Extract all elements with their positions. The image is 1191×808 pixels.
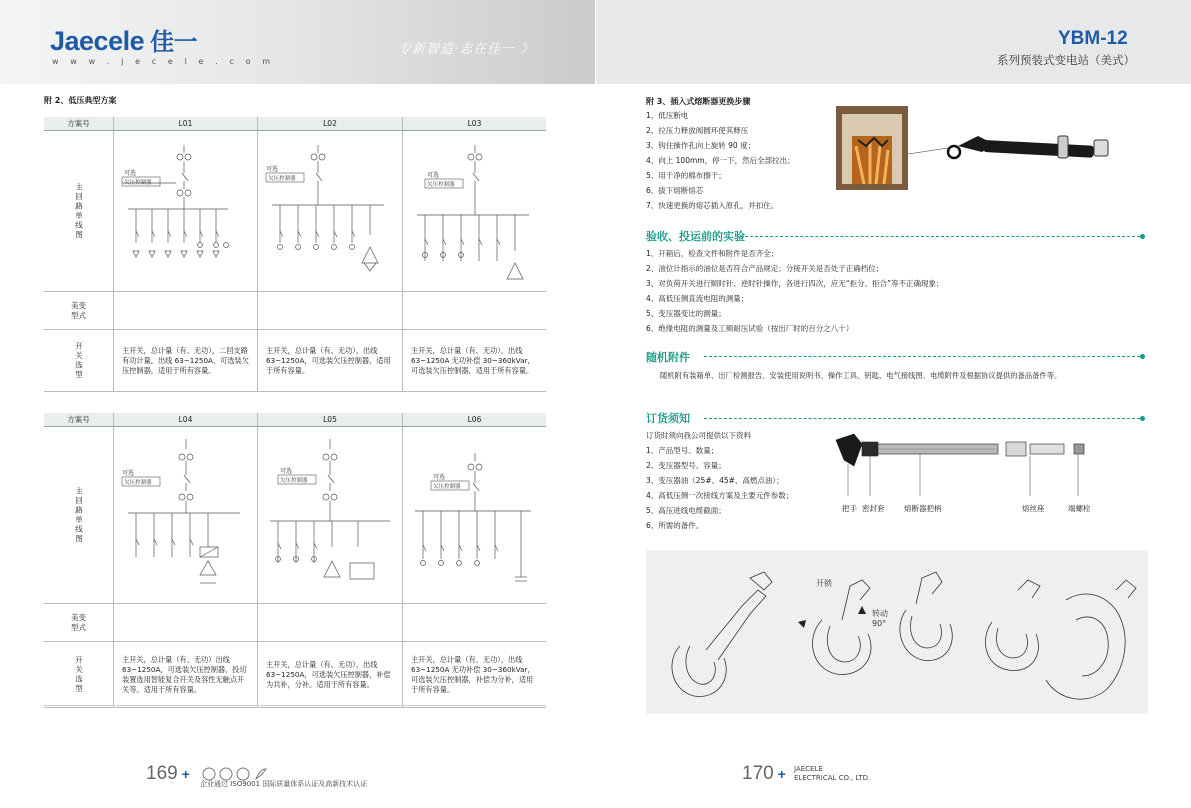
part-label-seal: 密封套 bbox=[862, 504, 885, 513]
fuse-step: 3、钩住操作孔向上旋转 90 度； bbox=[646, 141, 756, 150]
fuse-step: 1、低压断电 bbox=[646, 111, 689, 120]
diagram-l06 bbox=[403, 427, 547, 604]
table1-col-l02: L02 bbox=[258, 117, 403, 131]
order-intro: 订货时须向我公司提供以下资料 bbox=[646, 431, 751, 440]
certification-text: 企业通过 ISO9001 国际质量体系认证及高新技术认证 bbox=[200, 780, 368, 788]
fuse-step: 4、向上 100mm，停一下，然后全部拉出； bbox=[646, 156, 795, 165]
l03-option-box: 欠压控制器 bbox=[427, 182, 455, 188]
company-logo: Jaecele 佳一 bbox=[50, 26, 198, 56]
l04-description: 主开关，总计量（有、无功）出线 63~1250A，可选装欠压控制器，投切装置选用智能复合开关及容性无触点开关等。适用于所有容量。 bbox=[114, 642, 258, 708]
accessory-text: 随机附有装箱单、出厂检测报告、安装使用说明书、操作工具、钥匙、电气接线图、电缆附件及根据协议提供的备品备件等。 bbox=[660, 371, 1062, 380]
fuse-step: 7、快速更换的熔芯插入原孔，并扣住。 bbox=[646, 201, 779, 210]
accessory-title: 随机附件 bbox=[646, 351, 690, 364]
order-item: 1、产品型号、数量； bbox=[646, 446, 719, 455]
acceptance-title: 验收、投运前的实验 bbox=[646, 230, 745, 243]
left-footer-rule bbox=[44, 705, 546, 706]
slogan: 专新智造·志在佳一 》 bbox=[398, 42, 535, 57]
acceptance-item: 5、变压器变比的测量； bbox=[646, 309, 726, 318]
part-label-fuse-base: 熔丝座 bbox=[1022, 504, 1045, 513]
table2-header-label: 方案号 bbox=[44, 413, 114, 427]
l04-option-label: 可选 bbox=[122, 470, 135, 477]
l06-option-label: 可选 bbox=[433, 474, 446, 481]
l04-option-box: 欠压控制器 bbox=[124, 480, 152, 486]
table2-main-circuit-label: 主回路单线图 bbox=[74, 486, 84, 544]
table1-header-label: 方案号 bbox=[44, 117, 114, 131]
fuse-holder-illustration bbox=[908, 130, 1118, 174]
fuse-step: 6、拔下熔断熔芯 bbox=[646, 186, 704, 195]
part-label-end-bolt: 端螺栓 bbox=[1068, 504, 1091, 513]
operation-diagram bbox=[646, 550, 1148, 714]
acceptance-item: 1、开箱后，检查文件和附件是否齐全； bbox=[646, 249, 779, 258]
scheme-table-2 bbox=[44, 413, 546, 708]
company-name-footer: JAECELE ELECTRICAL CO., LTD. bbox=[794, 765, 871, 782]
acceptance-item: 6、绝缘电阻的测量及工频耐压试验（按出厂时的百分之八十） bbox=[646, 324, 854, 333]
rotate-label: 转动 bbox=[872, 609, 888, 618]
order-divider bbox=[704, 418, 1140, 419]
order-divider-dot bbox=[1140, 416, 1145, 421]
fuse-step: 2、拉压力释放阀圆环使其释压 bbox=[646, 126, 749, 135]
order-item: 2、变压器型号、容量； bbox=[646, 461, 726, 470]
order-list bbox=[646, 428, 793, 533]
acceptance-item: 3、对负荷开关进行顺时针、逆时针操作，各进行四次，应无“拒分、拒合”等不正确现象； bbox=[646, 279, 944, 288]
l06-description: 主开关，总计量（有、无功），出线 63~1250A 无功补偿 30~360kVar，可选装欠压控制器，补偿为分补，适用于所有容量。 bbox=[403, 642, 547, 708]
scheme-table-1 bbox=[44, 117, 546, 392]
order-item: 6、所需的备件。 bbox=[646, 521, 704, 530]
l05-option-label: 可选 bbox=[280, 468, 293, 475]
l03-option-label: 可选 bbox=[427, 172, 440, 179]
l05-description: 主开关，总计量（有、无功），出线 63~1250A，可选装欠压控制器，补偿为共补，分补。适用于所有容量。 bbox=[258, 642, 403, 708]
part-label-fuse-handle: 熔断器把柄 bbox=[904, 504, 942, 513]
diagram-l05 bbox=[258, 427, 403, 604]
l02-option-box: 欠压控制器 bbox=[268, 176, 296, 182]
fuse-replacement-title: 附 3、插入式熔断器更换步骤 bbox=[646, 97, 751, 106]
unlock-label: 开锁 bbox=[816, 579, 832, 588]
acceptance-divider bbox=[740, 236, 1140, 237]
order-item: 5、高压进线电缆截面； bbox=[646, 506, 726, 515]
table1-switch-label: 开关选型 bbox=[74, 341, 84, 380]
l02-description: 主开关，总计量（有、无功），出线 63~1250A，可选装欠压控制器，适用于所有容量。 bbox=[258, 330, 403, 392]
fuse-photo bbox=[836, 106, 908, 190]
table2-col-l06: L06 bbox=[403, 413, 547, 427]
order-item: 4、高低压侧一次接线方案及主要元件参数； bbox=[646, 491, 794, 500]
table2-switch-label: 开关选型 bbox=[74, 655, 84, 694]
table2-col-l04: L04 bbox=[114, 413, 258, 427]
l01-option-box: 欠压控制器 bbox=[124, 180, 152, 186]
model-title: YBM-12 bbox=[1058, 28, 1128, 49]
order-title: 订货须知 bbox=[646, 412, 690, 425]
diagram-l02 bbox=[258, 131, 403, 292]
accessory-divider-dot bbox=[1140, 354, 1145, 359]
l05-option-box: 欠压控制器 bbox=[280, 478, 308, 484]
diagram-l03 bbox=[403, 131, 547, 292]
page-number-right: 170 + bbox=[742, 763, 786, 784]
model-subtitle: 系列预装式变电站（美式） bbox=[997, 53, 1135, 67]
table1-col-l01: L01 bbox=[114, 117, 258, 131]
fuse-steps-list bbox=[646, 108, 795, 213]
fuse-step: 5、用干净的棉布擦干； bbox=[646, 171, 726, 180]
l02-option-label: 可选 bbox=[266, 166, 279, 173]
l03-description: 主开关，总计量（有、无功），出线 63~1250A 无功补偿 30~360kVar，可选装欠压控制器，适用于所有容量。 bbox=[403, 330, 547, 392]
acceptance-divider-dot bbox=[1140, 234, 1145, 239]
fuse-parts-illustration bbox=[830, 430, 1090, 504]
logo-url: w w w . j e c e l e . c o m bbox=[52, 57, 275, 66]
part-label-handle: 把手 bbox=[842, 504, 857, 513]
page-number-left: 169 + bbox=[146, 763, 190, 784]
table2-col-l05: L05 bbox=[258, 413, 403, 427]
acceptance-item: 4、高低压侧直流电阻的测量； bbox=[646, 294, 749, 303]
order-item: 3、变压器油（25#、45#、高燃点油）； bbox=[646, 476, 784, 485]
l01-option-label: 可选 bbox=[124, 170, 137, 177]
table1-main-circuit-label: 主回路单线图 bbox=[74, 182, 84, 240]
table2-transformer-label: 美变 型式 bbox=[44, 604, 114, 642]
low-voltage-section-title: 附 2、低压典型方案 bbox=[44, 96, 117, 105]
diagram-l01 bbox=[114, 131, 258, 292]
l06-option-box: 欠压控制器 bbox=[433, 484, 461, 490]
acceptance-item: 2、油位计指示的油位是否符合产品规定；分接开关是否处于正确档位； bbox=[646, 264, 884, 273]
l01-description: 主开关，总计量（有、无功），二回支路有功计量，出线 63~1250A，可选装欠压控制器，适用于所有容量。 bbox=[114, 330, 258, 392]
table1-col-l03: L03 bbox=[403, 117, 547, 131]
diagram-l04 bbox=[114, 427, 258, 604]
angle-label: 90° bbox=[872, 619, 887, 628]
accessory-divider bbox=[704, 356, 1140, 357]
table1-transformer-label: 美变 型式 bbox=[44, 292, 114, 330]
acceptance-list bbox=[646, 246, 944, 336]
